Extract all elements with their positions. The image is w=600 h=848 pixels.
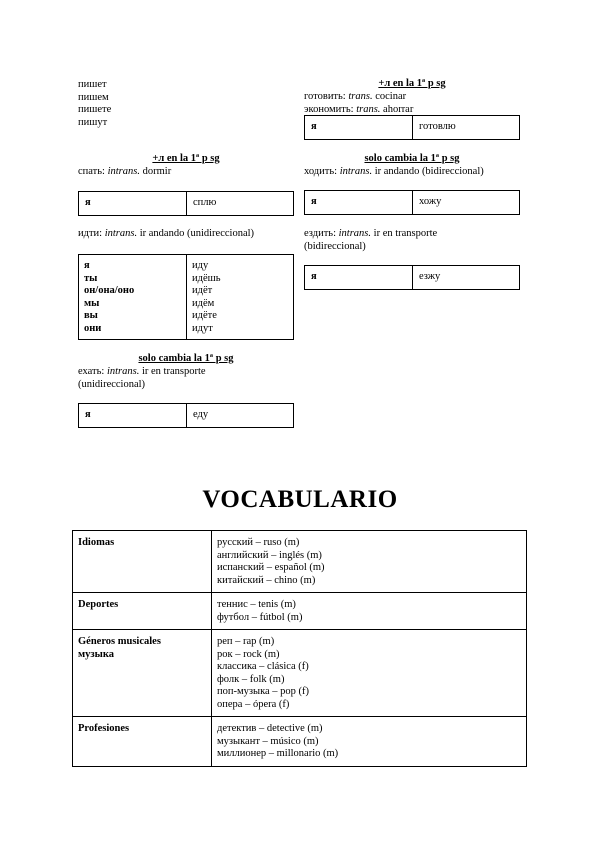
category-cell: Géneros musicales музыка: [73, 630, 212, 717]
verb-form: идёт: [192, 285, 213, 296]
pronoun: он/она/оно: [84, 285, 135, 296]
items-cell: реп – rap (m) рок – rock (m) классика – clásica (f) фолк – folk (m) поп-музыка – pop (f) опера – ópera (f): [212, 630, 527, 717]
gotovit-heading: +л en la 1ª p sg: [378, 78, 446, 89]
form-line: пишете: [78, 104, 112, 115]
verb-form: иду: [192, 260, 209, 271]
vocabulary-title: VOCABULARIO: [202, 486, 398, 513]
ekhat-table: [78, 403, 294, 428]
items-cell: русский – ruso (m) английский – inglés (m) испанский – español (m) китайский – chino (m): [212, 531, 527, 593]
gotovit-definitions: [304, 91, 413, 116]
pronoun-cell: я: [79, 192, 187, 216]
pronoun-column: [79, 255, 185, 339]
pronoun: вы: [84, 310, 98, 321]
definition-line: готовить: trans. cocinar: [304, 91, 407, 102]
khodit-heading: solo cambia la 1ª p sg: [364, 153, 460, 164]
form-line: пишут: [78, 116, 108, 128]
verb-form: идём: [192, 297, 215, 309]
ekhat-definition: ехать: intrans. ir en transporte (unidireccional): [78, 366, 206, 390]
items-cell: теннис – tenis (m) футбол – fútbol (m): [212, 593, 527, 630]
verb-form: идёшь: [192, 272, 221, 284]
khodit-definition: ходить: intrans. ir andando (bidireccional): [304, 166, 484, 177]
pronoun: мы: [84, 297, 100, 309]
pronoun: ты: [84, 272, 98, 284]
pronoun-cell: я: [305, 266, 413, 290]
pronoun: они: [84, 322, 102, 334]
form-cell: езжу: [413, 266, 520, 290]
ekhat-heading: solo cambia la 1ª p sg: [138, 353, 234, 364]
idti-definition: идти: intrans. ir andando (unidireccional): [78, 228, 255, 239]
spat-definition: спать: intrans. dormir: [78, 166, 172, 177]
spat-heading: +л en la 1ª p sg: [152, 153, 220, 164]
form-column: [186, 255, 293, 339]
verb-form: идёте: [192, 310, 217, 321]
spat-table: [78, 191, 294, 216]
category-cell: Idiomas: [73, 531, 212, 593]
items-cell: детектив – detective (m) музыкант – músico (m) миллионер – millonario (m): [212, 717, 527, 767]
pronoun: я: [84, 260, 90, 271]
pronoun-cell: я: [305, 191, 413, 215]
table-row: [73, 593, 527, 630]
pronoun-cell: я: [79, 404, 187, 428]
table-row: [73, 717, 527, 767]
form-cell: хожу: [413, 191, 520, 215]
table-row: [73, 630, 527, 717]
khodit-table: [304, 190, 520, 215]
pisat-forms: [78, 79, 111, 129]
form-cell: готовлю: [413, 116, 520, 140]
ezdit-definition: ездить: intrans. ir en transporte (bidireccional): [304, 228, 438, 252]
form-cell: еду: [187, 404, 294, 428]
category-cell: Deportes: [73, 593, 212, 630]
form-line: пишем: [78, 91, 109, 103]
idti-conjugation-table: [78, 254, 294, 340]
definition-line: экономить: trans. ahorrar: [304, 103, 414, 115]
verb-form: идут: [192, 322, 213, 334]
form-cell: сплю: [187, 192, 294, 216]
category-cell: Profesiones: [73, 717, 212, 767]
ezdit-table: [304, 265, 520, 290]
form-line: пишет: [78, 79, 107, 90]
table-row: [73, 531, 527, 593]
vocabulary-table: [72, 530, 527, 767]
gotovit-table: [304, 115, 520, 140]
pronoun-cell: я: [305, 116, 413, 140]
